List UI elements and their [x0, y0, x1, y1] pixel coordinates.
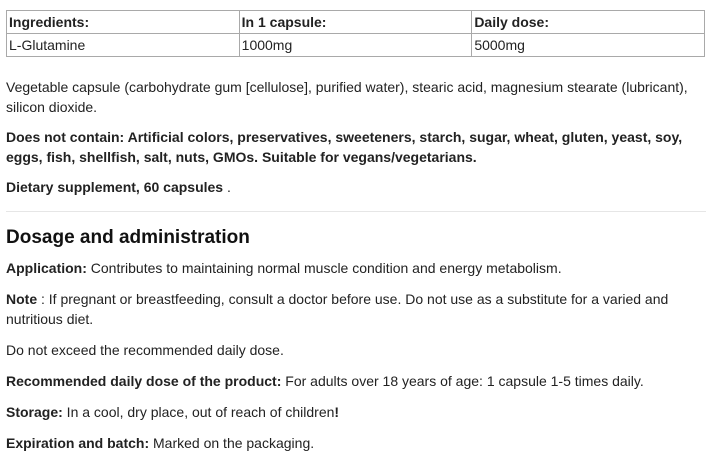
storage-label: Storage:	[6, 404, 63, 420]
cell-ingredient: L-Glutamine	[7, 34, 240, 57]
recommended-line	[6, 371, 706, 391]
dosage-heading: Dosage and administration	[6, 227, 250, 248]
table-row	[7, 34, 705, 57]
storage-end: !	[334, 404, 340, 420]
product-info	[6, 10, 706, 453]
header-daily-dose: Daily dose:	[472, 11, 705, 34]
header-per-capsule: In 1 capsule:	[239, 11, 472, 34]
section-divider	[6, 211, 706, 212]
cell-per-capsule: 1000mg	[239, 34, 472, 57]
expiry-line	[6, 433, 706, 453]
supplement-line	[6, 177, 706, 197]
application-line	[6, 258, 706, 278]
storage-text: In a cool, dry place, out of reach of children	[62, 404, 335, 420]
no-exceed-line: Do not exceed the recommended daily dose.	[6, 342, 284, 358]
recommended-text: For adults over 18 years of age: 1 capsule 1-5 times daily.	[281, 373, 644, 389]
storage-line	[6, 402, 706, 422]
free-from-text: Does not contain: Artificial colors, preservatives, sweeteners, starch, sugar, wheat, gluten, yeast, soy, eggs, fish, shellfish, salt, nuts, GMOs. Suitable for vegans/vegetarians.	[6, 129, 683, 165]
header-ingredients: Ingredients:	[7, 11, 240, 34]
cell-daily-dose: 5000mg	[472, 34, 705, 57]
table-header-row	[7, 11, 705, 34]
note-label: Note	[6, 291, 38, 307]
note-text: : If pregnant or breastfeeding, consult a doctor before use. Do not use as a substitute for a varied and nutritious diet.	[6, 291, 669, 327]
note-line	[6, 289, 706, 329]
ingredients-table	[6, 10, 705, 57]
application-label: Application:	[6, 260, 87, 276]
expiry-label: Expiration and batch:	[6, 435, 150, 451]
composition-text: Vegetable capsule (carbohydrate gum [cellulose], purified water), stearic acid, magnesium stearate (lubricant), silicon dioxide.	[6, 79, 688, 115]
recommended-label: Recommended daily dose of the product:	[6, 373, 282, 389]
supplement-label: Dietary supplement, 60 capsules	[6, 179, 224, 195]
supplement-suffix: .	[223, 179, 231, 195]
expiry-text: Marked on the packaging.	[149, 435, 315, 451]
application-text: Contributes to maintaining normal muscle condition and energy metabolism.	[86, 260, 562, 276]
